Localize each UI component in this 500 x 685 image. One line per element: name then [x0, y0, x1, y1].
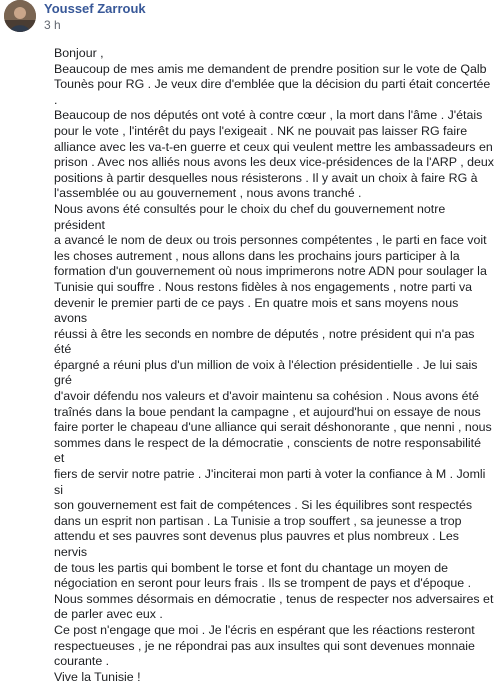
- post-line: épargné a réuni plus d'un million de voix à l'élection présidentielle . Je lui sais gré: [54, 357, 478, 388]
- post-line: négociation en seront pour leurs frais . Ils se trompent de pays et d'époque .: [54, 576, 472, 591]
- post-line: Nous sommes désormais en démocratie , tenus de respecter nos adversaires et: [54, 591, 494, 606]
- post-line: attendu et ses pauvres sont devenus plus pauvres et plus nombreux . Les nervis: [54, 529, 460, 559]
- post-line: alliance avec les va-t-en guerre et ceux qui veulent mettre les ambassadeurs en: [54, 139, 493, 154]
- post-line: prison . Avec nos alliés nous avons les deux vice-présidences de la l'ARP , deux: [54, 155, 494, 170]
- post-line: Ce post n'engage que moi . Je l'écris en espérant que les réactions resteront: [54, 622, 475, 637]
- post-line: formation d'un gouvernement où nous imprimerons notre ADN pour soulager la: [54, 264, 487, 279]
- post-line: a avancé le nom de deux ou trois personnes compétentes , le parti en face voit: [54, 233, 487, 248]
- post-line: positions à partir desquelles nous résisterons . Il y avait un choix à faire RG à: [54, 170, 478, 185]
- post-line: Beaucoup de nos députés ont voté à contre cœur , la mort dans l'âme . J'étais: [54, 108, 483, 123]
- profile-photo-icon: [4, 0, 36, 32]
- author-name-link[interactable]: Youssef Zarrouk: [44, 1, 146, 16]
- post-line: Beaucoup de mes amis me demandent de prendre position sur le vote de Qalb: [54, 61, 487, 76]
- post-line: sommes dans le respect de la démocratie , conscients de notre responsabilité et: [54, 435, 482, 466]
- post-line: devenir le premier parti de ce pays . En quatre mois et sans moyens nous avons: [54, 295, 459, 326]
- post-timestamp-link[interactable]: 3 h: [44, 18, 61, 32]
- post-line: Nous avons été consultés pour le choix du chef du gouvernement notre président: [54, 201, 446, 232]
- post-line: d'avoir défendu nos valeurs et d'avoir maintenu sa cohésion . Nous avons été: [54, 389, 479, 404]
- post-line: faire porter le chapeau d'une alliance qui serait déshonorante , que nenni , nous: [54, 420, 492, 435]
- post-line: Bonjour ,: [54, 46, 104, 60]
- post-line: son gouvernement est fait de compétences . Si les équilibres sont respectés: [54, 498, 473, 513]
- post-line: Vive la Tunisie !: [54, 669, 141, 684]
- post-line: traînés dans la boue pendant la campagne , et aujourd'hui on essaye de nous: [54, 404, 481, 419]
- post-line: dans un esprit non partisan . La Tunisie a trop souffert , sa jeunesse a trop: [54, 513, 462, 528]
- post-line: Tunisie qui souffre . Nous restons fidèles à nos engagements , notre parti va: [54, 279, 473, 294]
- post-line: fiers de servir notre patrie . J'inciterai mon parti à voter la confiance à M . Jomli si: [54, 467, 486, 497]
- post-line: Tounès pour RG . Je veux dire d'emblée que la décision du parti était concertée .: [54, 77, 491, 107]
- post-line: courante .: [54, 654, 110, 669]
- post-body: [54, 46, 494, 685]
- post-line: les choses autrement , nous allons dans les prochains jours participer à la: [54, 248, 460, 263]
- post-line: l'assemblée ou au gouvernement , nous avons tranché .: [54, 186, 362, 201]
- post-line: de tous les partis qui bombent le torse et font du chantage un moyen de: [54, 560, 449, 575]
- post-line: pour le vote , l'intérêt du pays l'exigeait . NK ne pouvait pas laisser RG faire: [54, 123, 468, 138]
- post-line: réussi à être les seconds en nombre de députés , notre président qui n'a pas été: [54, 326, 475, 357]
- author-avatar[interactable]: [4, 0, 36, 32]
- post-line: de parler avec eux .: [54, 607, 163, 622]
- post-line: respectueuses , je ne répondrai pas aux insultes qui sont devenues monnaie: [54, 638, 475, 653]
